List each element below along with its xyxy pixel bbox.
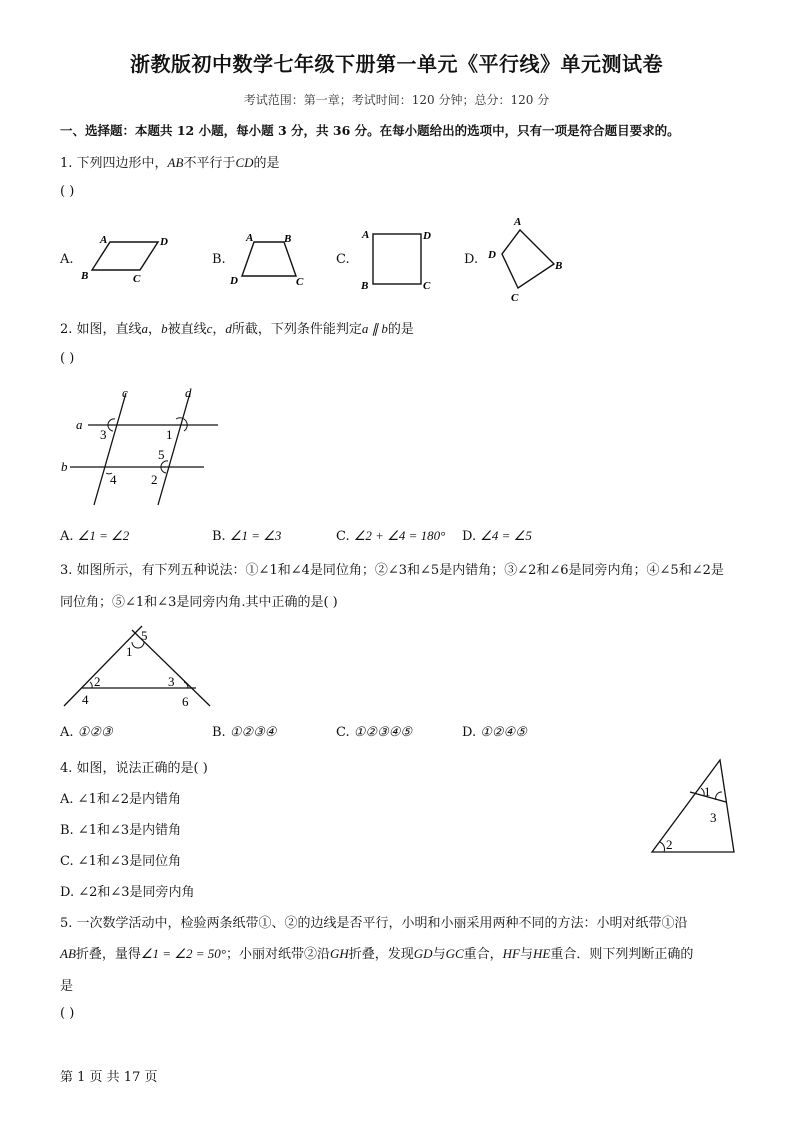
- q1-figure-c: [354, 222, 444, 294]
- q3-option-b[interactable]: B. ①②③④: [212, 724, 277, 740]
- q5-answer-paren: ( ): [60, 1006, 75, 1021]
- q1-figure-d: [484, 212, 574, 304]
- exam-info: 考试范围：第一章；考试时间：120 分钟；总分：120 分: [243, 93, 550, 107]
- svg-text:A: A: [246, 232, 254, 244]
- svg-text:C: C: [423, 280, 431, 292]
- q1-figure-b: [226, 228, 316, 292]
- q3-option-a[interactable]: A. ①②③: [60, 724, 113, 740]
- q2-option-c[interactable]: C. ∠2 + ∠4 = 180°: [336, 528, 446, 544]
- q3-option-d[interactable]: D. ①②④⑤: [462, 724, 527, 740]
- q1-option-b[interactable]: B.: [212, 252, 226, 267]
- svg-text:c: c: [122, 385, 128, 400]
- q1-answer-paren: ( ): [60, 184, 75, 199]
- svg-text:3: 3: [710, 810, 717, 825]
- q2-option-d[interactable]: D. ∠4 = ∠5: [462, 528, 532, 544]
- q4-option-c[interactable]: C. ∠1和∠3是同位角: [60, 854, 182, 869]
- svg-text:4: 4: [82, 692, 89, 707]
- q1-option-d[interactable]: D.: [464, 252, 479, 267]
- svg-text:d: d: [185, 385, 192, 400]
- svg-text:b: b: [61, 459, 68, 474]
- q5-stem-line3: 是: [60, 979, 74, 994]
- svg-text:6: 6: [182, 694, 189, 709]
- svg-text:C: C: [511, 292, 519, 304]
- svg-text:D: D: [488, 249, 496, 261]
- q4-option-a[interactable]: A. ∠1和∠2是内错角: [60, 792, 181, 807]
- svg-text:2: 2: [151, 472, 158, 487]
- svg-text:B: B: [284, 233, 292, 245]
- svg-text:2: 2: [94, 674, 101, 689]
- svg-text:C: C: [296, 276, 304, 288]
- svg-text:5: 5: [158, 447, 165, 462]
- svg-text:B: B: [361, 280, 369, 292]
- q5-stem-line1: 5. 一次数学活动中，检验两条纸带①、②的边线是否平行，小明和小丽采用两种不同的方法：小明对纸带①沿: [60, 916, 688, 931]
- q2-answer-paren: ( ): [60, 351, 75, 366]
- q2-stem: 2. 如图，直线a，b被直线c，d所截，下列条件能判定a ∥ b的是: [60, 321, 414, 337]
- page-number: 第 1 页 共 17 页: [60, 1070, 158, 1085]
- label-a: A: [100, 234, 108, 246]
- q1-option-c[interactable]: C.: [336, 252, 350, 267]
- q4-stem: 4. 如图，说法正确的是( ): [60, 761, 208, 776]
- q2-option-a[interactable]: A. ∠1 = ∠2: [60, 528, 130, 544]
- q3-option-c[interactable]: C. ①②③④⑤: [336, 724, 413, 740]
- svg-text:3: 3: [100, 427, 107, 442]
- svg-text:A: A: [514, 216, 522, 228]
- label-b: B: [81, 270, 89, 282]
- section-heading: 一、选择题：本题共 12 小题，每小题 3 分，共 36 分。在每小题给出的选项中，只有一项是符合题目要求的。: [60, 123, 680, 138]
- label-d: D: [160, 236, 168, 248]
- svg-text:3: 3: [168, 674, 175, 689]
- label-c: C: [133, 273, 141, 285]
- svg-text:B: B: [555, 260, 563, 272]
- svg-text:A: A: [362, 229, 370, 241]
- q1-option-a[interactable]: A.: [60, 252, 74, 267]
- page-title: 浙教版初中数学七年级下册第一单元《平行线》单元测试卷: [130, 52, 663, 76]
- svg-text:4: 4: [110, 472, 117, 487]
- q2-option-b[interactable]: B. ∠1 = ∠3: [212, 528, 282, 544]
- q3-figure: [60, 618, 230, 714]
- svg-text:D: D: [423, 230, 431, 242]
- svg-text:D: D: [230, 275, 238, 287]
- q3-stem-line2: 同位角；⑤∠1和∠3是同旁内角.其中正确的是( ): [60, 595, 338, 610]
- q1-figure-a: [78, 228, 178, 288]
- q1-stem: 1. 下列四边形中，AB不平行于CD的是: [60, 155, 280, 171]
- q4-option-d[interactable]: D. ∠2和∠3是同旁内角: [60, 885, 195, 900]
- q4-figure: [646, 754, 746, 858]
- svg-text:a: a: [76, 417, 83, 432]
- svg-text:2: 2: [666, 837, 673, 852]
- svg-text:1: 1: [166, 427, 173, 442]
- svg-text:5: 5: [141, 628, 148, 643]
- q3-stem-line1: 3. 如图所示，有下列五种说法：①∠1和∠4是同位角；②∠3和∠5是内错角；③∠2和∠6是同旁内角；④∠5和∠2是: [60, 563, 724, 578]
- svg-text:1: 1: [704, 784, 711, 799]
- q2-figure: [58, 383, 228, 515]
- q5-stem-line2: AB折叠，量得∠1 = ∠2 = 50°；小丽对纸带②沿GH折叠，发现GD与GC重合，HF与HE重合．则下列判断正确的: [60, 946, 694, 962]
- svg-text:1: 1: [126, 644, 133, 659]
- q4-option-b[interactable]: B. ∠1和∠3是内错角: [60, 823, 182, 838]
